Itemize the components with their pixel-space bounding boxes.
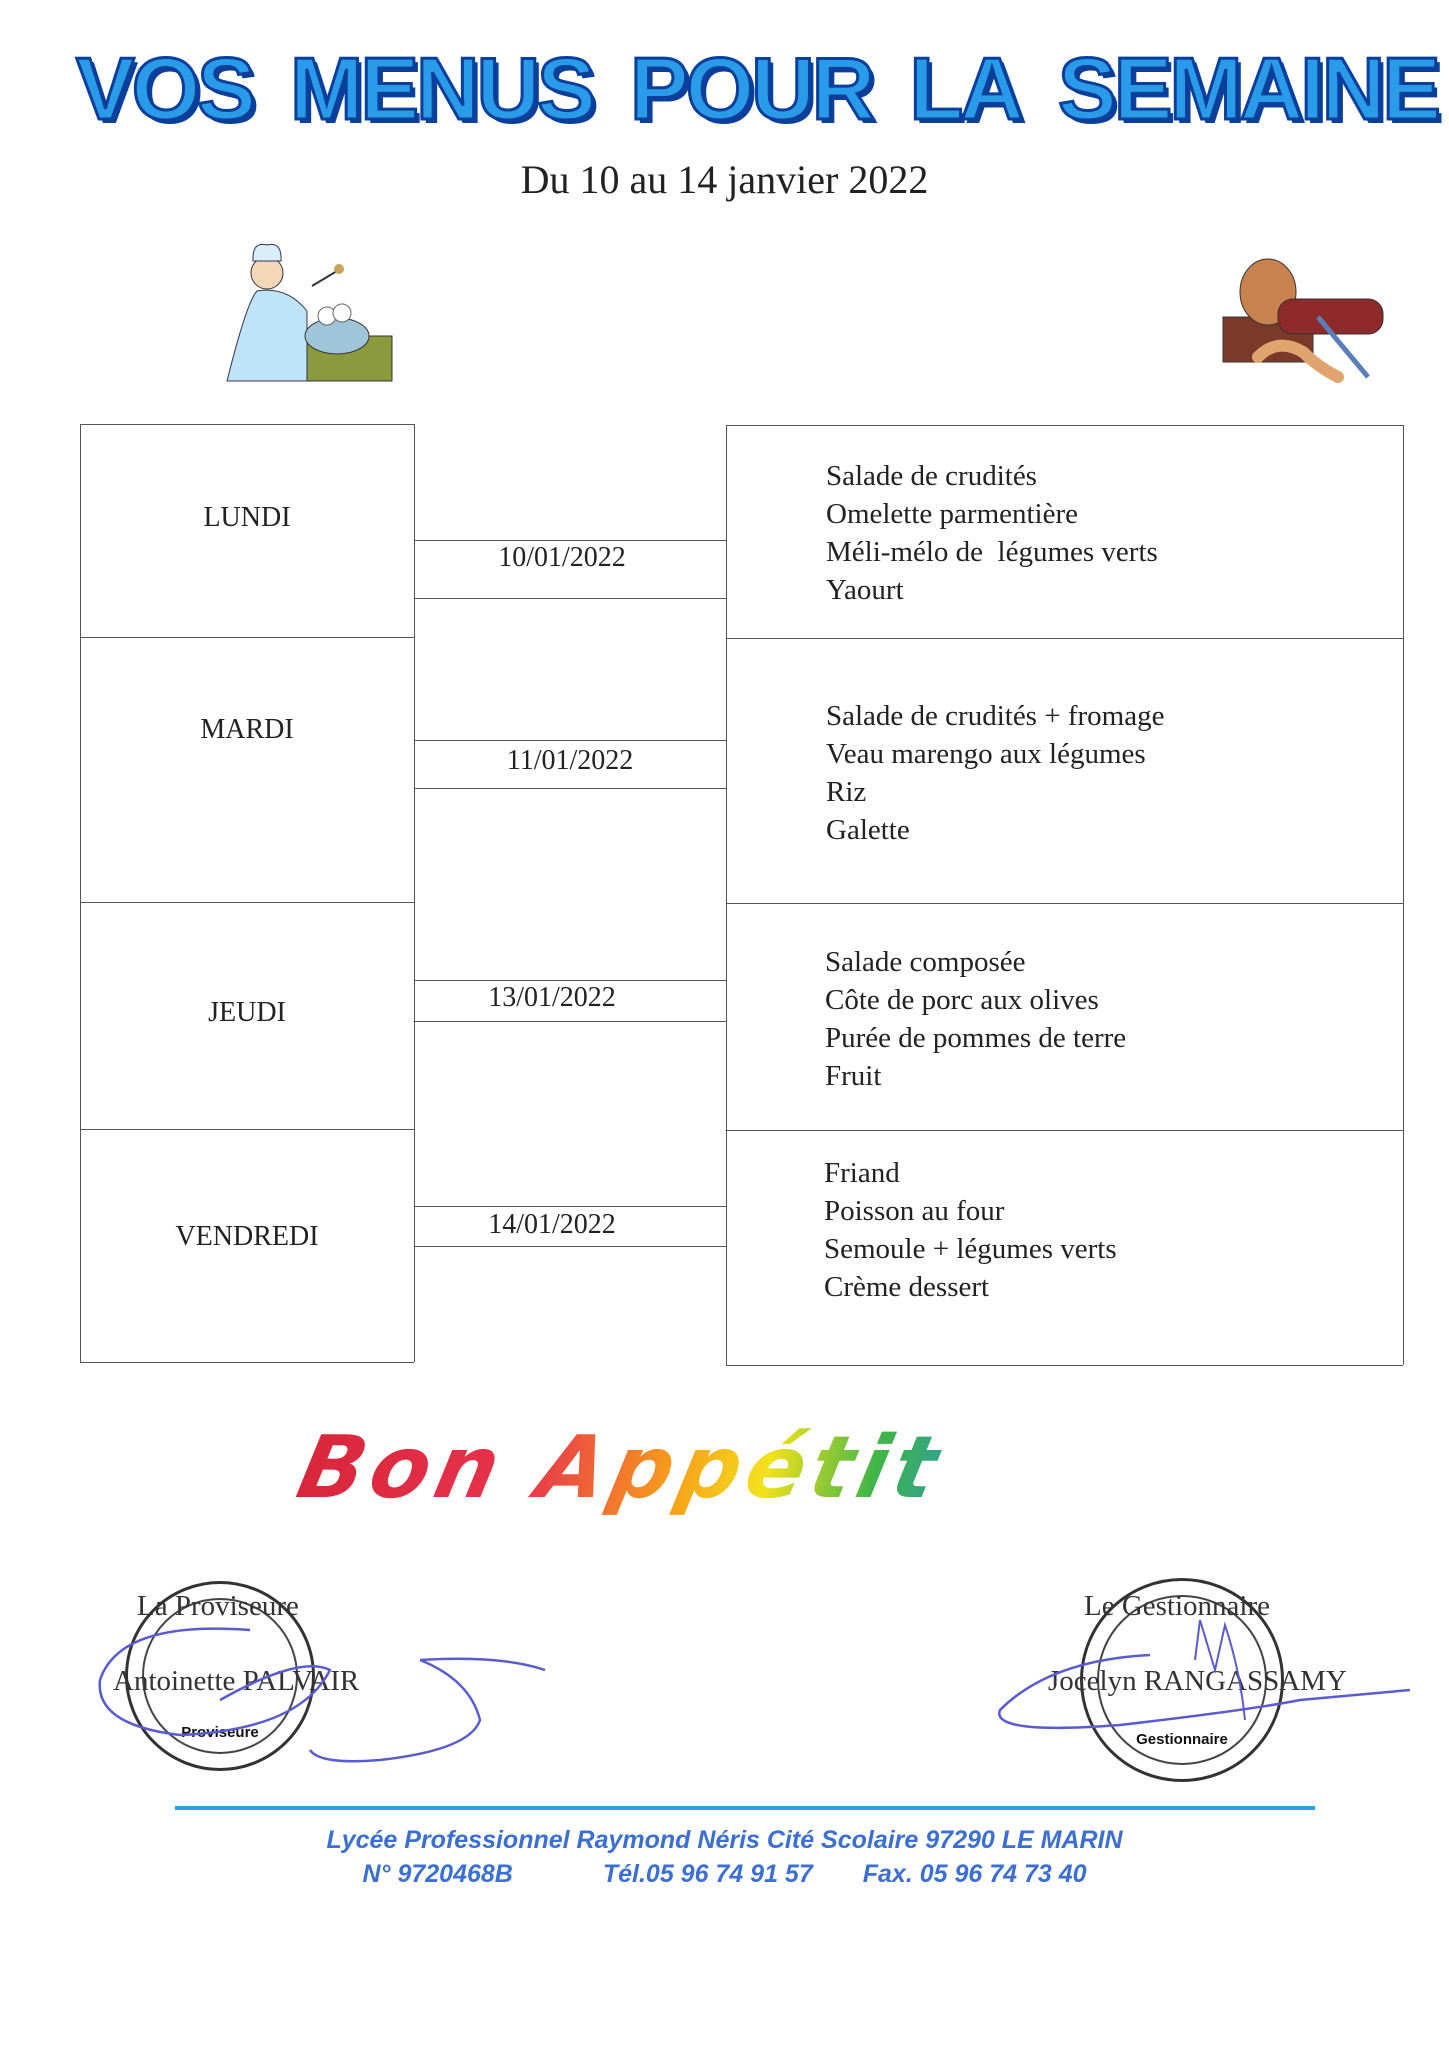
menu-item: Galette <box>826 814 910 846</box>
footer-number: N° 9720468B <box>362 1860 513 1888</box>
date-label: 13/01/2022 <box>488 982 616 1013</box>
menu-item: Friand <box>824 1157 900 1189</box>
signature-role-left: La Proviseure <box>137 1590 299 1622</box>
date-range: Du 10 au 14 janvier 2022 <box>520 157 929 202</box>
date-label: 10/01/2022 <box>498 542 626 573</box>
menu-list-vendredi <box>824 1154 1117 1306</box>
chef-illustration <box>217 241 397 387</box>
day-label: LUNDI <box>203 502 291 533</box>
title-word: POUR <box>630 39 873 138</box>
menu-item: Purée de pommes de terre <box>825 1022 1127 1054</box>
school-stamp-left: Proviseure <box>125 1581 315 1771</box>
signature-role-right: Le Gestionnaire <box>1084 1590 1271 1622</box>
day-label: JEUDI <box>208 997 286 1028</box>
menu-item: Méli-mélo de légumes verts <box>826 536 1158 568</box>
menu-list-mardi <box>826 697 1164 849</box>
charcuterie-illustration <box>1218 257 1394 387</box>
day-label: MARDI <box>200 714 294 745</box>
bon-appetit-banner: Bon Appétit <box>289 1418 1210 1518</box>
day-label: VENDREDI <box>175 1221 319 1252</box>
footer-contact <box>0 1860 1449 1889</box>
signature-name-right: Jocelyn RANGASSAMY <box>1048 1665 1347 1697</box>
handwritten-signatures <box>0 1560 1449 1800</box>
date-label: 14/01/2022 <box>488 1209 616 1240</box>
page-title <box>76 38 1438 140</box>
menu-item: Omelette parmentière <box>826 498 1079 530</box>
footer-fax: Fax. 05 96 74 73 40 <box>862 1860 1087 1888</box>
menu-item: Salade de crudités + fromage <box>826 700 1165 732</box>
menu-item: Riz <box>826 776 867 808</box>
title-word: SEMAINE <box>1058 39 1438 138</box>
menu-item: Fruit <box>825 1060 882 1092</box>
title-word: LA <box>909 39 1021 138</box>
title-word: MENUS <box>290 39 593 138</box>
menu-item: Yaourt <box>826 574 904 606</box>
menu-item: Salade composée <box>825 946 1026 978</box>
title-word: VOS <box>76 39 253 138</box>
footer-divider <box>175 1806 1315 1810</box>
footer-address: Lycée Professionnel Raymond Néris Cité Scolaire 97290 LE MARIN <box>326 1826 1123 1854</box>
menu-item: Côte de porc aux olives <box>825 984 1099 1016</box>
menu-item: Salade de crudités <box>826 460 1037 492</box>
signature-name-left: Antoinette PALVAIR <box>113 1665 360 1697</box>
menu-item: Veau marengo aux légumes <box>826 738 1146 770</box>
menu-item: Poisson au four <box>824 1195 1005 1227</box>
menu-item: Crème dessert <box>824 1271 990 1303</box>
school-stamp-right: Gestionnaire <box>1080 1578 1284 1782</box>
menu-list-lundi <box>826 457 1158 609</box>
menu-list-jeudi <box>825 943 1126 1095</box>
date-label: 11/01/2022 <box>506 745 634 776</box>
menu-item: Semoule + légumes verts <box>824 1233 1117 1265</box>
footer-tel: Tél.05 96 74 91 57 <box>602 1860 813 1888</box>
